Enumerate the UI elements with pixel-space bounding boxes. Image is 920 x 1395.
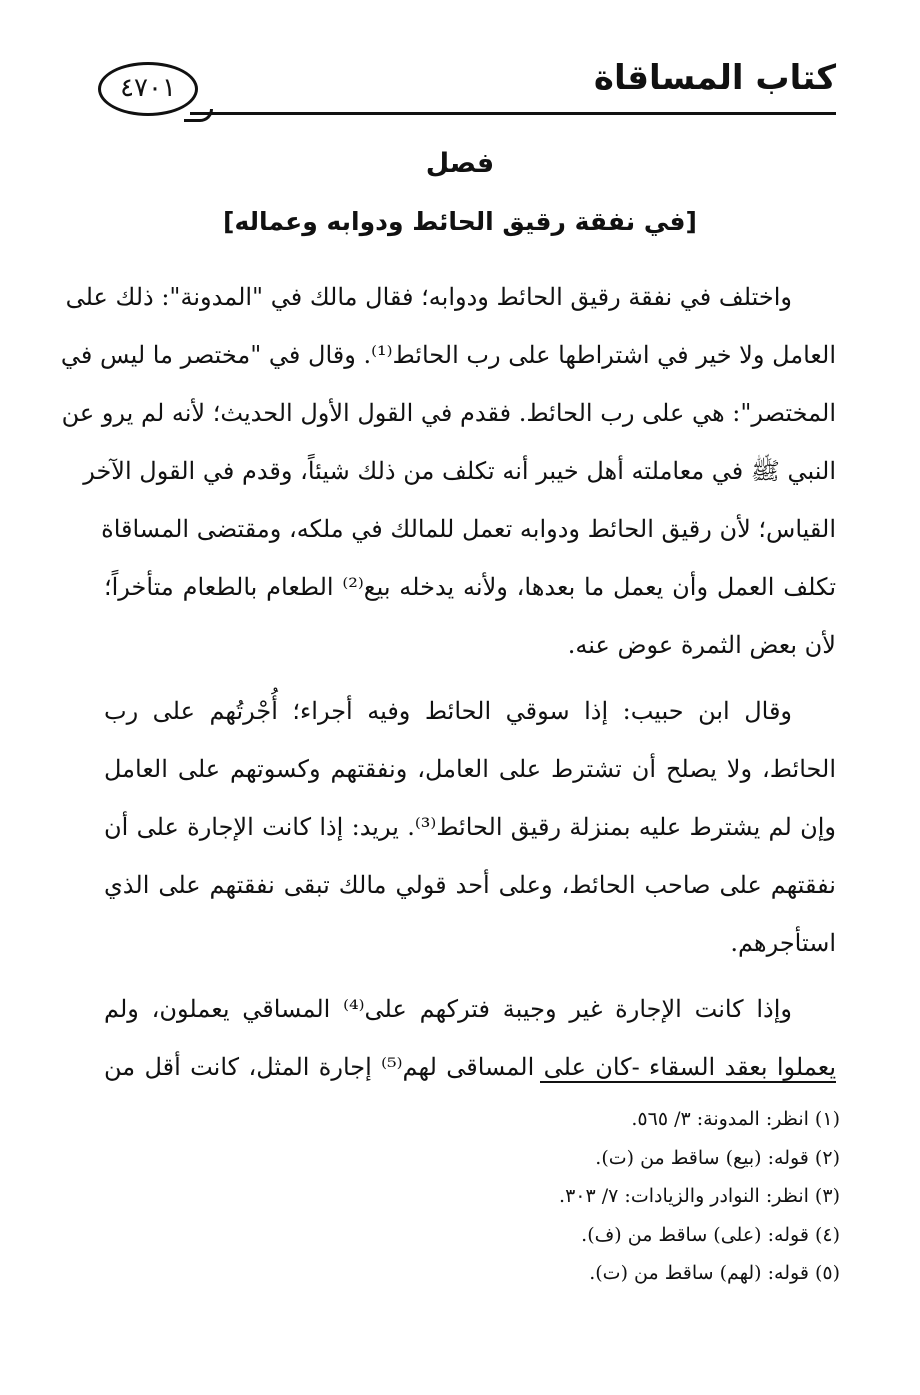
footnote-separator <box>540 1081 836 1083</box>
footnote: (٤) قوله: (على) ساقط من (ف). <box>581 1223 840 1246</box>
paragraph <box>104 682 836 972</box>
text-line: المختصر": هي على رب الحائط. فقدم في القول الأول الحديث؛ لأنه لم يرو عن <box>61 399 836 427</box>
header-rule <box>190 112 836 115</box>
text-line: استأجرهم. <box>730 929 836 957</box>
text-line: النبي ﷺ في معاملته أهل خيبر أنه تكلف من ذلك شيئاً، وقدم في القول الآخر <box>83 457 836 485</box>
footnote: (٢) قوله: (بيع) ساقط من (ت). <box>595 1146 840 1169</box>
paragraph <box>104 980 836 1096</box>
footnote: (١) انظر: المدونة: ٣/ ٥٦٥. <box>631 1108 840 1130</box>
text-line: لأن بعض الثمرة عوض عنه. <box>567 631 836 659</box>
text-line: الحائط، ولا يصلح أن تشترط على العامل، ونفقتهم وكسوتهم على العامل <box>104 755 836 783</box>
footnote: (٣) انظر: النوادر والزيادات: ٧/ ٣٠٣. <box>559 1185 840 1207</box>
footnotes <box>100 1100 840 1293</box>
paragraph <box>60 268 836 674</box>
badge-tail <box>184 109 213 122</box>
text-line: تكلف العمل وأن يعمل ما بعدها، ولأنه يدخله بيع⁽²⁾ الطعام بالطعام متأخراً؛ <box>104 573 836 601</box>
running-head-title: كتاب المساقاة <box>593 58 836 98</box>
body-text <box>60 268 836 1104</box>
page-number-badge <box>98 62 198 116</box>
text-line: العامل ولا خير في اشتراطها على رب الحائط⁽¹⁾. وقال في "مختصر ما ليس في <box>60 341 836 369</box>
text-line: نفقتهم على صاحب الحائط، وعلى أحد قولي مالك تبقى نفقتهم على الذي <box>104 871 836 899</box>
section-subtitle: [في نفقة رقيق الحائط ودوابه وعماله] <box>223 207 697 236</box>
text-line: يعملوا بعقد السقاء -كان على المساقى لهم⁽⁵⁾ إجارة المثل، كانت أقل من <box>104 1053 836 1081</box>
text-line: القياس؛ لأن رقيق الحائط ودوابه تعمل للمالك في ملكه، ومقتضى المساقاة <box>101 515 836 543</box>
text-line: واختلف في نفقة رقيق الحائط ودوابه؛ فقال مالك في "المدونة": ذلك على <box>65 283 792 311</box>
text-line: وإذا كانت الإجارة غير وجيبة فتركهم على⁽⁴⁾ المساقي يعملون، ولم <box>104 995 793 1023</box>
text-line: وإن لم يشترط عليه بمنزلة رقيق الحائط⁽³⁾. يريد: إذا كانت الإجارة على أن <box>104 813 836 841</box>
footnote: (٥) قوله: (لهم) ساقط من (ت). <box>589 1262 840 1284</box>
page-number: ٤٧٠١ <box>120 73 176 103</box>
text-line: وقال ابن حبيب: إذا سوقي الحائط وفيه أجراء؛ أُجْرتُهم على رب <box>104 697 793 725</box>
section-title: فصل <box>425 148 495 179</box>
